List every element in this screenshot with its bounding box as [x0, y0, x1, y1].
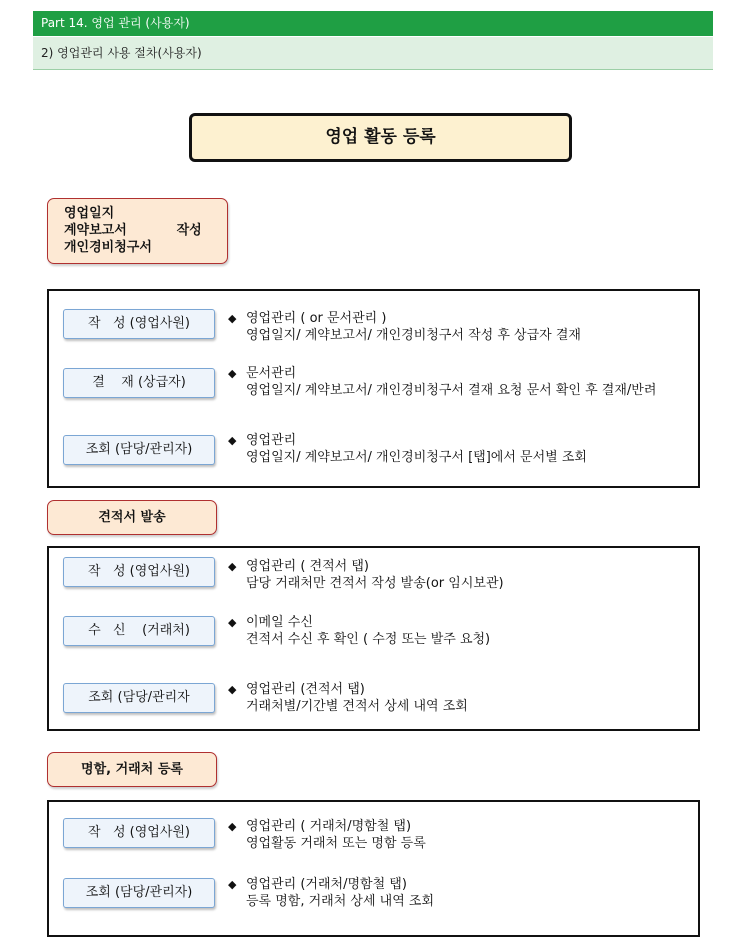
part-header: Part 14. 영업 관리 (사용자): [33, 11, 713, 36]
role-button-author[interactable]: 작 성 (영업사원): [63, 557, 215, 587]
diamond-bullet-icon: ◆: [228, 367, 237, 380]
row-menu: 영업관리: [246, 433, 297, 448]
row-description: [228, 365, 656, 399]
row-detail: 영업일지/ 계약보고서/ 개인경비청구서 [탭]에서 문서별 조회: [246, 450, 587, 465]
diamond-bullet-icon: ◆: [228, 683, 237, 696]
diamond-bullet-icon: ◆: [228, 616, 237, 629]
diamond-bullet-icon: ◆: [228, 312, 237, 325]
role-button-author[interactable]: 작 성 (영업사원): [63, 309, 215, 339]
section-label-line: 계약보고서 작성: [64, 223, 202, 238]
row-description: [228, 681, 468, 715]
row-detail: 등록 명함, 거래처 상세 내역 조회: [246, 894, 435, 909]
section-label-business-cards: 명함, 거래처 등록: [47, 752, 217, 787]
row-menu: 영업관리 ( 거래처/명함철 탭): [246, 819, 412, 834]
row-menu: 이메일 수신: [246, 615, 313, 630]
row-menu: 영업관리 (거래처/명함철 탭): [246, 877, 407, 892]
diamond-bullet-icon: ◆: [228, 560, 237, 573]
row-description: [228, 614, 490, 648]
diamond-bullet-icon: ◆: [228, 878, 237, 891]
section-label-line: 영업일지: [64, 206, 115, 221]
row-description: [228, 558, 504, 592]
row-description: [228, 818, 426, 852]
row-menu: 영업관리 ( or 문서관리 ): [246, 311, 387, 326]
role-button-author[interactable]: 작 성 (영업사원): [63, 818, 215, 848]
row-detail: 영업활동 거래처 또는 명함 등록: [246, 836, 426, 851]
row-description: [228, 310, 581, 344]
row-detail: 견적서 수신 후 확인 ( 수정 또는 발주 요청): [246, 632, 491, 647]
role-button-approver[interactable]: 결 재 (상급자): [63, 368, 215, 398]
row-detail: 담당 거래처만 견적서 작성 발송(or 임시보관): [246, 576, 504, 591]
section-header: 2) 영업관리 사용 절차(사용자): [33, 37, 713, 70]
row-detail: 영업일지/ 계약보고서/ 개인경비청구서 결재 요청 문서 확인 후 결재/반려: [246, 383, 657, 398]
row-detail: 영업일지/ 계약보고서/ 개인경비청구서 작성 후 상급자 결재: [246, 328, 581, 343]
row-menu: 영업관리 ( 견적서 탭): [246, 559, 370, 574]
diamond-bullet-icon: ◆: [228, 820, 237, 833]
row-description: [228, 432, 587, 466]
role-button-viewer[interactable]: 조회 (담당/관리자): [63, 435, 215, 465]
role-button-viewer[interactable]: 조회 (담당/관리자: [63, 683, 215, 713]
role-button-viewer[interactable]: 조회 (담당/관리자): [63, 878, 215, 908]
section-label-quotation: 견적서 발송: [47, 500, 217, 535]
row-menu: 영업관리 (견적서 탭): [246, 682, 365, 697]
role-button-receiver[interactable]: 수 신 (거래처): [63, 616, 215, 646]
row-detail: 거래처별/기간별 견적서 상세 내역 조회: [246, 699, 468, 714]
page-title: 영업 활동 등록: [189, 113, 572, 162]
diamond-bullet-icon: ◆: [228, 434, 237, 447]
section-label-documents: [47, 198, 228, 264]
row-menu: 문서관리: [246, 366, 297, 381]
row-description: [228, 876, 434, 910]
section-label-line: 개인경비청구서: [64, 240, 152, 255]
